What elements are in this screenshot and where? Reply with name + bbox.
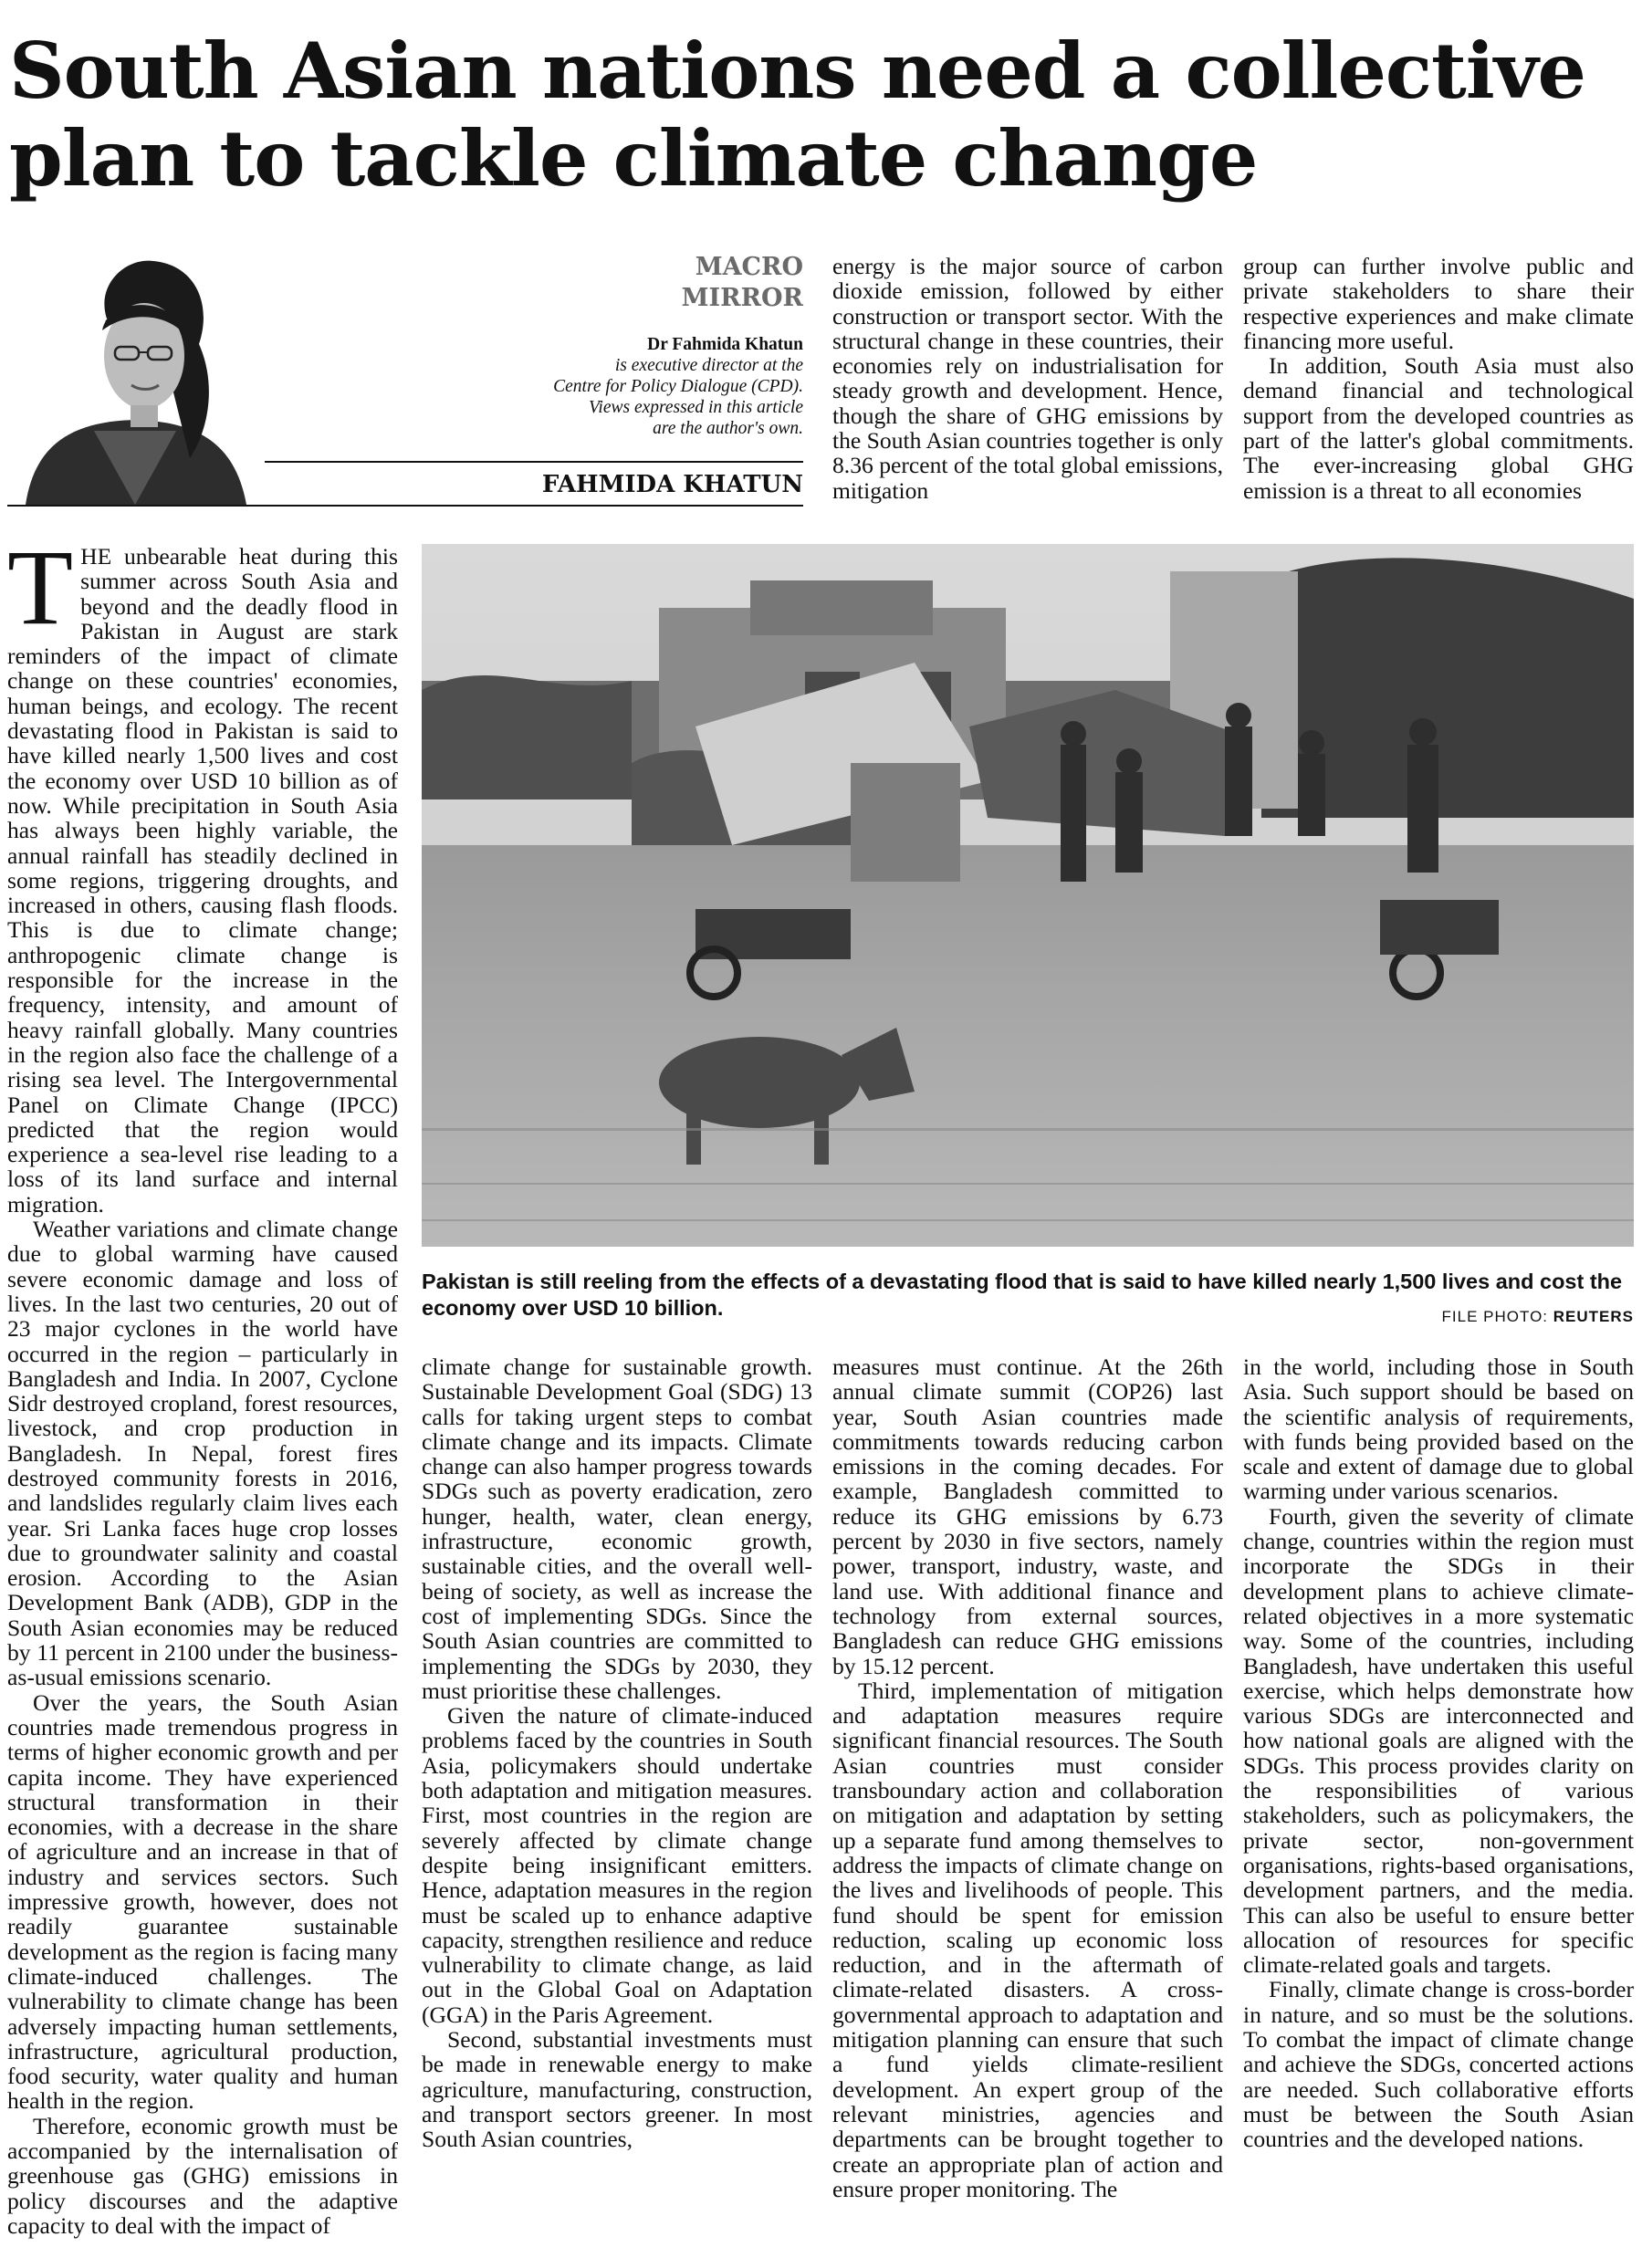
flood-photo-image [422,544,1634,1247]
headline: South Asian nations need a collective plan to tackle climate change [9,26,1585,204]
author-name: Dr Fahmida Khatun [647,335,803,354]
body-paragraph-3: Over the years, the South Asian countries made tremendous progress in terms of higher economic growth and per capita income. They have experienced structural transformation in their economies, with a decrease in the share of agriculture and an increase in that of industry and services sectors. Such impressive growth, however, does not readily guarantee sustainable development as the region is facing many climate-induced challenges. The vulnerability to climate change has been adversely impacting human settlements, infrastructure, agricultural production, food security, water quality and human health in the region. [7,1688,398,2115]
body-paragraph-15: Finally, climate change is cross-border in nature, and so must be the solutions. To combat the impact of climate change and achieve the SDGs, concerted actions are needed. Such collaborative efforts must be between the South Asian countries and the developed nations. [1243,1976,1634,2153]
body-paragraph-1 [7,544,398,1217]
body-paragraph-12: In addition, South Asia must also demand financial and technological support from the developed countries as part of the latter's global commitments. The ever-increasing global GHG emission is a threat to all economies [1243,352,1634,504]
column-name-line1: MACRO [695,253,803,281]
author-bio-line2: Centre for Policy Dialogue (CPD). [553,377,803,396]
body-paragraph-11: group can further involve public and private stakeholders to share their respective experiences and make climate financing more useful. [1243,254,1634,354]
photo-credit-prefix: FILE PHOTO: [1441,1308,1549,1325]
author-bio-line4: are the author's own. [653,419,803,438]
author-portrait [7,248,261,505]
body-paragraph-1-text: HE unbearable heat during this summer across South Asia and beyond and the deadly flood in Pakistan in August are stark reminders of the impact of climate change on these countries' economies, human beings, and ecology. The recent devastating flood in Pakistan is said to have killed nearly 1,500 lives and cost the economy over USD 10 billion as of now. While precipitation in South Asia has always been highly variable, the annual rainfall has steadily declined in some regions, triggering droughts, and increased in others, causing flash floods. This is due to climate change; anthropogenic climate change is responsible for the increase in the frequency, intensity, and amount of heavy rainfall globally. Many countries in the region also face the challenge of a rising sea level. The Intergovernmental Panel on Climate Change (IPCC) predicted that the region would experience a sea-level rise leading to a loss of its land surface and internal migration. [7,544,398,1218]
author-bio-line3: Views expressed in this article [588,398,803,417]
byline-divider [265,461,803,463]
flood-photo [422,544,1634,1247]
photo-caption: Pakistan is still reeling from the effects of a devastating flood that is said to have killed nearly 1,500 lives and cost the economy over USD 10 billion. [422,1270,1623,1320]
body-paragraph-7: Second, substantial investments must be made in renewable energy to make agriculture, manufacturing, construction, and transport sectors greener. In most South Asian countries, [422,2026,812,2153]
article-column-3-top [832,254,1223,513]
body-paragraph-5: climate change for sustainable growth. Sustainable Development Goal (SDG) 13 calls for taking urgent steps to combat climate change and its impacts. Climate change can also hamper progress towards SDGs such as poverty eradication, zero hunger, health, water, clean energy, infrastructure, economic growth, sustainable cities, and the overall well-being of society, as well as increase the cost of implementing SDGs. Since the South Asian countries are committed to implementing the SDGs by 2030, they must prioritise these challenges. [422,1354,812,1704]
author-bio-line1: is executive director at the [614,356,803,375]
column-name-line2: MIRROR [681,284,803,312]
article-column-1 [7,544,398,2268]
body-paragraph-9: measures must continue. At the 26th annual climate summit (COP26) last year, South Asian countries made commitments towards reducing carbon emissions in the coming decades. For example, Bangladesh committed to reduce its GHG emissions by 6.73 percent by 2030 in five sectors, namely power, transport, industry, waste, and land use. With additional finance and technology from external sources, Bangladesh can reduce GHG emissions by 15.12 percent. [832,1354,1223,1679]
header-bottom-divider [7,505,803,507]
body-paragraph-14: Fourth, given the severity of climate change, countries within the region must incorporate the SDGs in their development plans to achieve climate-related objectives in a more systematic way. Some of the countries, including Bangladesh, have undertaken this useful exercise, which helps demonstrate how various SDGs are interconnected and how national goals are aligned with the SDGs. This process provides clarity on the responsibilities of various stakeholders, such as policymakers, the private sector, non-government organisations, rights-based organisations, development partners, and the media. This can also be useful to ensure better allocation of resources for specific climate-related goals and targets. [1243,1502,1634,1979]
column-name [639,252,803,314]
article-column-4 [1243,1354,1634,2268]
body-paragraph-13: in the world, including those in South Asia. Such support should be based on the scientific analysis of requirements, with funds being provided based on the scale and extent of damage due to global warming under various scenarios. [1243,1354,1634,1505]
photo-credit-source: REUTERS [1553,1308,1634,1325]
article-column-4-top [1243,254,1634,513]
body-paragraph-10: Third, implementation of mitigation and adaptation measures require significant financial resources. The South Asian countries must consider transboundary action and collaboration on mitigation and adaptation by setting up a separate fund among themselves to address the impacts of climate change on the lives and livelihoods of people. This fund should be spent for emission reduction, scaling up economic loss reduction, and in the aftermath of climate-related disasters. A cross-governmental approach to adaptation and mitigation planning can ensure that such a fund yields climate-resilient development. An expert group of the relevant ministries, agencies and departments can be brought together to create an appropriate plan of action and ensure proper monitoring. The [832,1677,1223,2202]
byline: FAHMIDA KHATUN [541,471,803,498]
drop-cap: T [7,544,74,647]
article-column-3 [832,1354,1223,2268]
body-paragraph-2: Weather variations and climate change due to global warming have caused severe economic damage and loss of lives. In the last two centuries, 20 out of 23 major cyclones in the world have occurred in the region – particularly in Bangladesh and India. In 2007, Cyclone Sidr destroyed cropland, forest resources, livestock, and crop production in Bangladesh. In Nepal, forest fires destroyed community forests in 2016, and landslides regularly claim lives each year. Sri Lanka faces huge crop losses due to groundwater salinity and coastal erosion. According to the Asian Development Bank (ADB), GDP in the South Asian economies may be reduced by 11 percent in 2100 under the business-as-usual emissions scenario. [7,1216,398,1691]
body-paragraph-4: Therefore, economic growth must be accompanied by the internalisation of greenhouse gas (GHG) emissions in policy discourses and the adaptive capacity to deal with the impact of [7,2112,398,2239]
body-paragraph-6: Given the nature of climate-induced problems faced by the countries in South Asia, policymakers should undertake both adaptation and mitigation measures. First, most countries in the region are severely affected by climate change despite being insignificant emitters. Hence, adaptation measures in the region must be scaled up to enhance adaptive capacity, strengthen resilience and reduce vulnerability to climate change, as laid out in the Global Goal on Adaptation (GGA) in the Paris Agreement. [422,1702,812,2028]
author-photo [7,248,261,505]
body-paragraph-8: energy is the major source of carbon dioxide emission, followed by either construction or transport sector. With the structural change in these countries, their economies rely on industrialisation for steady growth and development. Hence, though the share of GHG emissions by the South Asian countries together is only 8.36 percent of the total global emissions, mitigation [832,254,1223,504]
photo-credit [1442,1308,1634,1326]
author-bio [511,334,803,439]
article-column-2 [422,1354,812,2268]
